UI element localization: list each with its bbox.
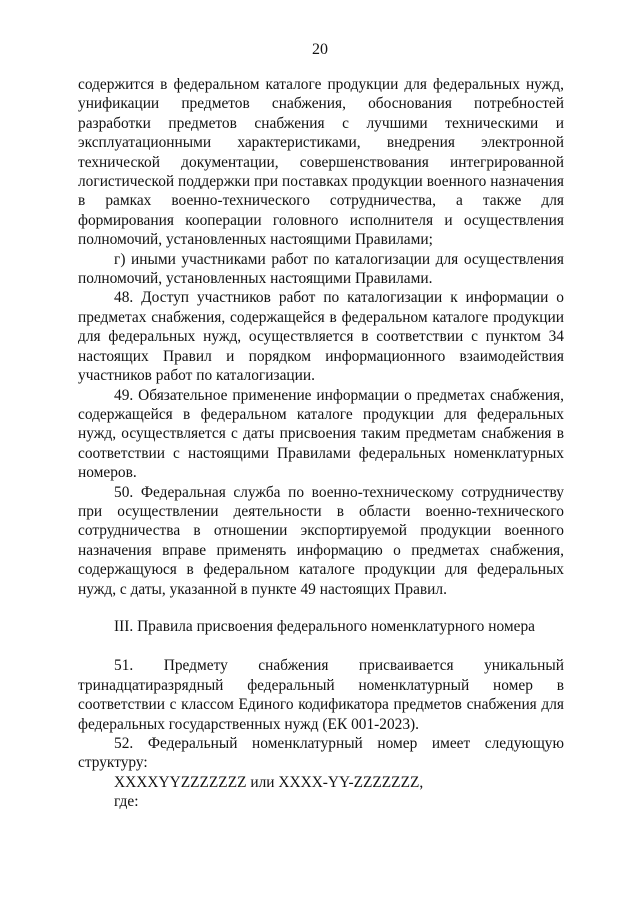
paragraph-item-g: г) иными участниками работ по каталогизации для осуществления полномочий, установленных настоящими Правилами. [78,250,564,288]
paragraph-50: 50. Федеральная служба по военно-техническому сотрудничеству при осуществлении деятельности в области военно-технического сотрудничества в отношении экспортируемой продукции военного назначения вправе применять информацию о предметах снабжения, содержащуюся в федеральном каталоге продукции для федеральных нужд, с даты, указанной в пункте 49 настоящих Правил. [78,483,564,598]
paragraph-continuation: содержится в федеральном каталоге продукции для федеральных нужд, унификации предметов снабжения, обоснования потребностей разработки предметов снабжения с лучшими техническими и эксплуатационными характеристиками, внедрения электронной технической документации, совершенствования интегрированной логистической поддержки при поставках продукции военного назначения в рамках военно-технического сотрудничества, а также для формирования кооперации головного исполнителя и осуществления полномочий, установленных настоящими Правилами; [78,76,564,249]
paragraph-49: 49. Обязательное применение информации о предметах снабжения, содержащейся в федеральном каталоге продукции для федеральных нужд, осуществляется с даты присвоения таким предметам снабжения в соответствии с настоящими Правилами федеральных номенклатурных номеров. [78,386,564,482]
paragraph-48: 48. Доступ участников работ по каталогизации к информации о предметах снабжения, содержащейся в федеральном каталоге продукции для федеральных нужд, осуществляется в соответствии с пунктом 34 настоящих Правил и порядком информационного взаимодействия участников работ по каталогизации. [78,289,564,385]
number-structure-formula: XXXXYYZZZZZZZ или XXXX-YY-ZZZZZZZ, [114,773,424,791]
paragraph-52: 52. Федеральный номенклатурный номер имеет следующую структуру: [78,735,564,772]
section-heading: III. Правила присвоения федерального номенклатурного номера [114,617,535,635]
page-number: 20 [312,41,328,58]
where-label: где: [114,793,139,811]
paragraph-51: 51. Предмету снабжения присваивается уникальный тринадцатиразрядный федеральный номенклатурный номер в соответствии с классом Единого кодификатора предметов снабжения для федеральных государственных нужд (ЕК 001-2023). [78,657,564,733]
document-body [78,75,564,812]
